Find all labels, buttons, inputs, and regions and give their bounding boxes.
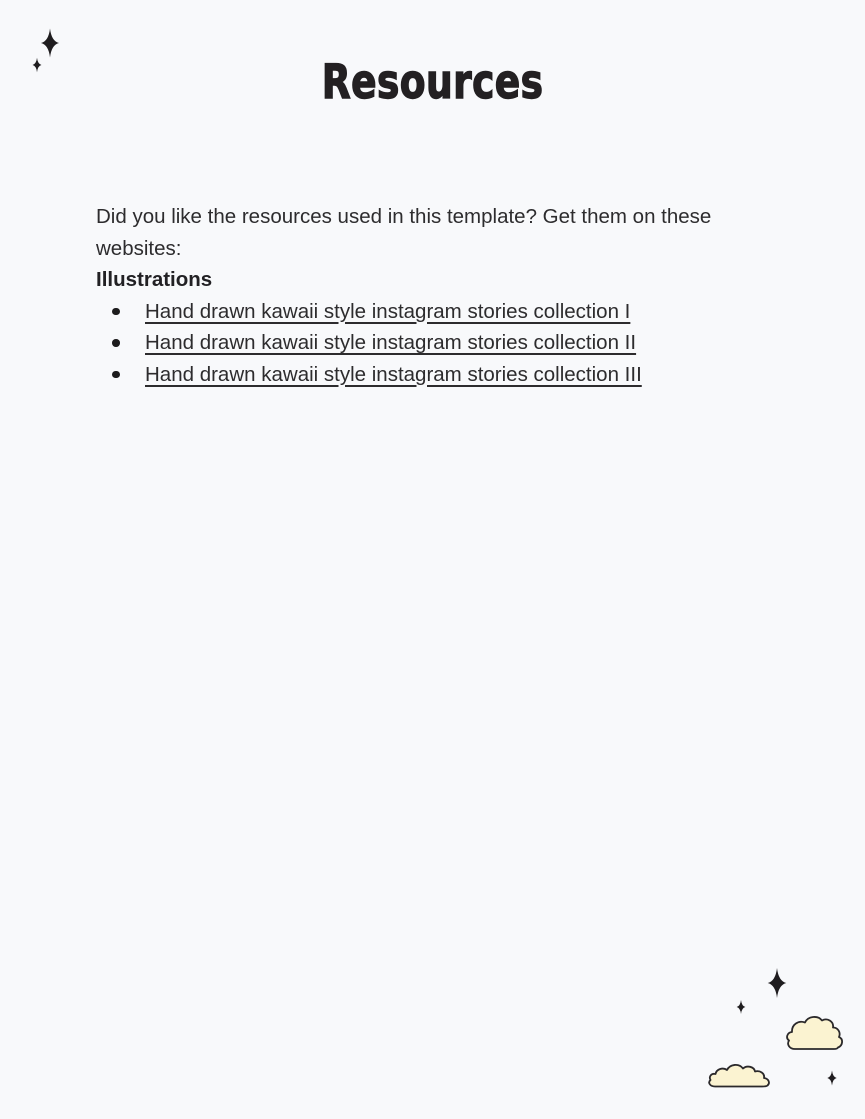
list-item: [96, 327, 796, 359]
clouds-sparkles-decoration: [690, 950, 860, 1119]
intro-text: [96, 201, 796, 264]
sparkle-icon: [827, 1071, 836, 1086]
title-area: [0, 55, 865, 110]
resource-link[interactable]: Hand drawn kawaii style instagram stories collection III: [145, 362, 642, 386]
list-item: [96, 359, 796, 391]
section-heading-illustrations: Illustrations: [96, 268, 213, 291]
intro-line-2: websites:: [96, 236, 182, 260]
content-block: [96, 201, 796, 390]
page-title: Resources: [321, 55, 544, 110]
resource-link[interactable]: Hand drawn kawaii style instagram stories collection II: [145, 331, 637, 354]
sparkle-icon: [41, 29, 59, 58]
cloud-icon: [709, 1065, 769, 1087]
list-item: [96, 296, 796, 328]
resource-link[interactable]: Hand drawn kawaii style instagram stories collection I: [145, 299, 631, 323]
resource-links-list: [96, 296, 796, 391]
sparkle-icon: [737, 1000, 746, 1014]
sparkle-icon: [768, 968, 787, 998]
cloud-icon: [787, 1017, 842, 1049]
intro-line-1: Did you like the resources used in this template? Get them on these: [96, 205, 712, 228]
